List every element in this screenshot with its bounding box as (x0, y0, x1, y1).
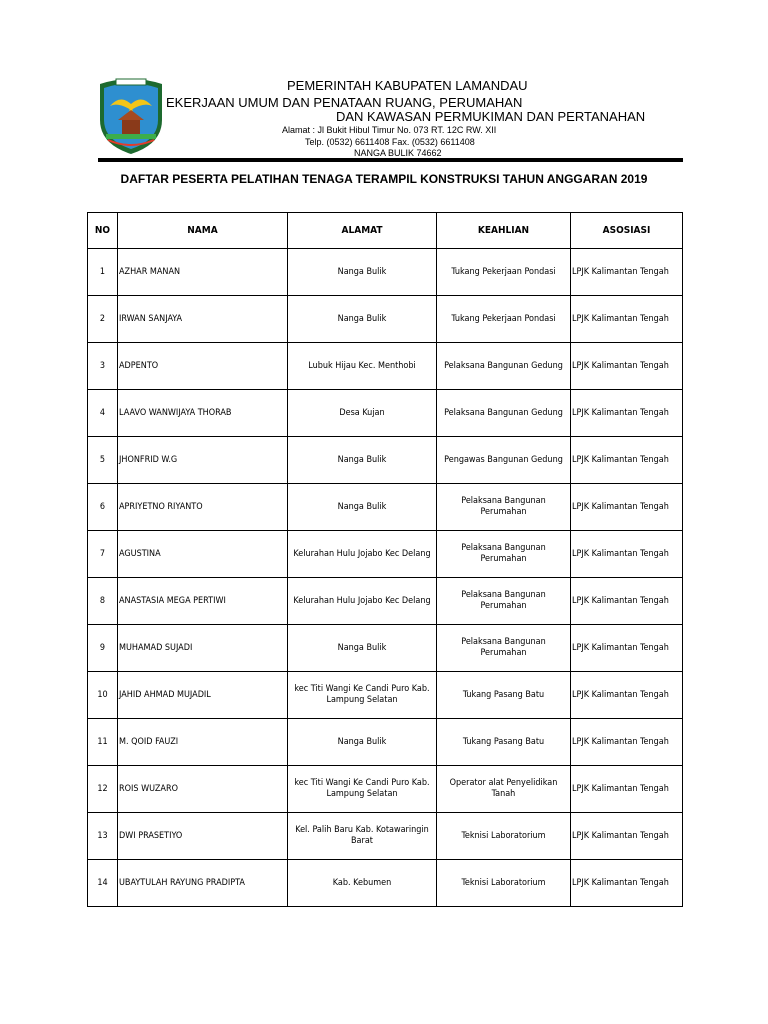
cell-asosiasi: LPJK Kalimantan Tengah (571, 766, 683, 813)
cell-asosiasi: LPJK Kalimantan Tengah (571, 390, 683, 437)
cell-keahlian: Tukang Pasang Batu (437, 672, 571, 719)
cell-keahlian: Tukang Pekerjaan Pondasi (437, 249, 571, 296)
cell-alamat: Nanga Bulik (288, 484, 437, 531)
cell-nama: MUHAMAD SUJADI (118, 625, 288, 672)
cell-asosiasi: LPJK Kalimantan Tengah (571, 672, 683, 719)
cell-alamat: Kel. Palih Baru Kab. Kotawaringin Barat (288, 813, 437, 860)
table-row (88, 578, 683, 625)
cell-keahlian: Teknisi Laboratorium (437, 813, 571, 860)
table-row (88, 437, 683, 484)
cell-no: 1 (88, 249, 118, 296)
table-row (88, 625, 683, 672)
cell-keahlian: Pelaksana Bangunan Perumahan (437, 625, 571, 672)
table-row (88, 249, 683, 296)
table-row (88, 531, 683, 578)
cell-keahlian: Pelaksana Bangunan Gedung (437, 343, 571, 390)
table-row (88, 766, 683, 813)
cell-alamat: Kelurahan Hulu Jojabo Kec Delang (288, 578, 437, 625)
cell-nama: DWI PRASETIYO (118, 813, 288, 860)
cell-asosiasi: LPJK Kalimantan Tengah (571, 578, 683, 625)
letterhead-line-2: EKERJAAN UMUM DAN PENATAAN RUANG, PERUMAHAN (166, 95, 523, 110)
cell-no: 7 (88, 531, 118, 578)
cell-no: 6 (88, 484, 118, 531)
cell-nama: JAHID AHMAD MUJADIL (118, 672, 288, 719)
cell-alamat: Lubuk Hijau Kec. Menthobi (288, 343, 437, 390)
cell-keahlian: Operator alat Penyelidikan Tanah (437, 766, 571, 813)
cell-alamat: kec Titi Wangi Ke Candi Puro Kab. Lampung Selatan (288, 672, 437, 719)
regency-crest-icon (96, 76, 166, 156)
cell-nama: M. QOID FAUZI (118, 719, 288, 766)
letterhead-line-3: DAN KAWASAN PERMUKIMAN DAN PERTANAHAN (336, 109, 646, 124)
cell-nama: AGUSTINA (118, 531, 288, 578)
cell-nama: ADPENTO (118, 343, 288, 390)
cell-nama: ANASTASIA MEGA PERTIWI (118, 578, 288, 625)
cell-keahlian: Tukang Pasang Batu (437, 719, 571, 766)
letterhead-divider (98, 158, 683, 162)
cell-no: 5 (88, 437, 118, 484)
cell-nama: IRWAN SANJAYA (118, 296, 288, 343)
table-row (88, 860, 683, 907)
cell-asosiasi: LPJK Kalimantan Tengah (571, 860, 683, 907)
cell-no: 12 (88, 766, 118, 813)
table-body (88, 249, 683, 907)
cell-keahlian: Teknisi Laboratorium (437, 860, 571, 907)
cell-no: 2 (88, 296, 118, 343)
cell-no: 13 (88, 813, 118, 860)
header-asosiasi: ASOSIASI (571, 213, 683, 249)
cell-no: 10 (88, 672, 118, 719)
table-header-row (88, 213, 683, 249)
cell-no: 11 (88, 719, 118, 766)
cell-asosiasi: LPJK Kalimantan Tengah (571, 343, 683, 390)
cell-no: 3 (88, 343, 118, 390)
cell-alamat: Desa Kujan (288, 390, 437, 437)
cell-alamat: Nanga Bulik (288, 249, 437, 296)
cell-nama: LAAVO WANWIJAYA THORAB (118, 390, 288, 437)
letterhead-address: Alamat : Jl Bukit Hibul Timur No. 073 RT. 12C RW. XII (282, 125, 497, 135)
table-row (88, 390, 683, 437)
cell-keahlian: Pelaksana Bangunan Perumahan (437, 484, 571, 531)
cell-alamat: kec Titi Wangi Ke Candi Puro Kab. Lampung Selatan (288, 766, 437, 813)
cell-asosiasi: LPJK Kalimantan Tengah (571, 437, 683, 484)
cell-asosiasi: LPJK Kalimantan Tengah (571, 296, 683, 343)
header-keahlian: KEAHLIAN (437, 213, 571, 249)
cell-alamat: Kab. Kebumen (288, 860, 437, 907)
cell-asosiasi: LPJK Kalimantan Tengah (571, 719, 683, 766)
table-row (88, 296, 683, 343)
cell-no: 14 (88, 860, 118, 907)
table-row (88, 343, 683, 390)
letterhead-phone: Telp. (0532) 6611408 Fax. (0532) 6611408 (305, 137, 475, 147)
cell-alamat: Nanga Bulik (288, 719, 437, 766)
cell-asosiasi: LPJK Kalimantan Tengah (571, 484, 683, 531)
letterhead-city: NANGA BULIK 74662 (354, 148, 442, 158)
cell-nama: ROIS WUZARO (118, 766, 288, 813)
cell-keahlian: Pelaksana Bangunan Perumahan (437, 531, 571, 578)
document-title: DAFTAR PESERTA PELATIHAN TENAGA TERAMPIL KONSTRUKSI TAHUN ANGGARAN 2019 (120, 172, 648, 186)
cell-nama: JHONFRID W.G (118, 437, 288, 484)
table-row (88, 813, 683, 860)
cell-asosiasi: LPJK Kalimantan Tengah (571, 813, 683, 860)
cell-asosiasi: LPJK Kalimantan Tengah (571, 249, 683, 296)
cell-keahlian: Tukang Pekerjaan Pondasi (437, 296, 571, 343)
letterhead-line-1: PEMERINTAH KABUPATEN LAMANDAU (287, 78, 528, 93)
letterhead (0, 0, 768, 170)
header-no: NO (88, 213, 118, 249)
cell-keahlian: Pengawas Bangunan Gedung (437, 437, 571, 484)
table-row (88, 672, 683, 719)
header-alamat: ALAMAT (288, 213, 437, 249)
cell-keahlian: Pelaksana Bangunan Perumahan (437, 578, 571, 625)
cell-nama: UBAYTULAH RAYUNG PRADIPTA (118, 860, 288, 907)
participant-table (87, 212, 683, 907)
cell-alamat: Nanga Bulik (288, 296, 437, 343)
table-row (88, 719, 683, 766)
cell-nama: AZHAR MANAN (118, 249, 288, 296)
cell-keahlian: Pelaksana Bangunan Gedung (437, 390, 571, 437)
cell-no: 4 (88, 390, 118, 437)
cell-alamat: Nanga Bulik (288, 625, 437, 672)
cell-nama: APRIYETNO RIYANTO (118, 484, 288, 531)
table-row (88, 484, 683, 531)
cell-asosiasi: LPJK Kalimantan Tengah (571, 531, 683, 578)
header-nama: NAMA (118, 213, 288, 249)
cell-no: 9 (88, 625, 118, 672)
cell-no: 8 (88, 578, 118, 625)
cell-alamat: Nanga Bulik (288, 437, 437, 484)
cell-alamat: Kelurahan Hulu Jojabo Kec Delang (288, 531, 437, 578)
cell-asosiasi: LPJK Kalimantan Tengah (571, 625, 683, 672)
